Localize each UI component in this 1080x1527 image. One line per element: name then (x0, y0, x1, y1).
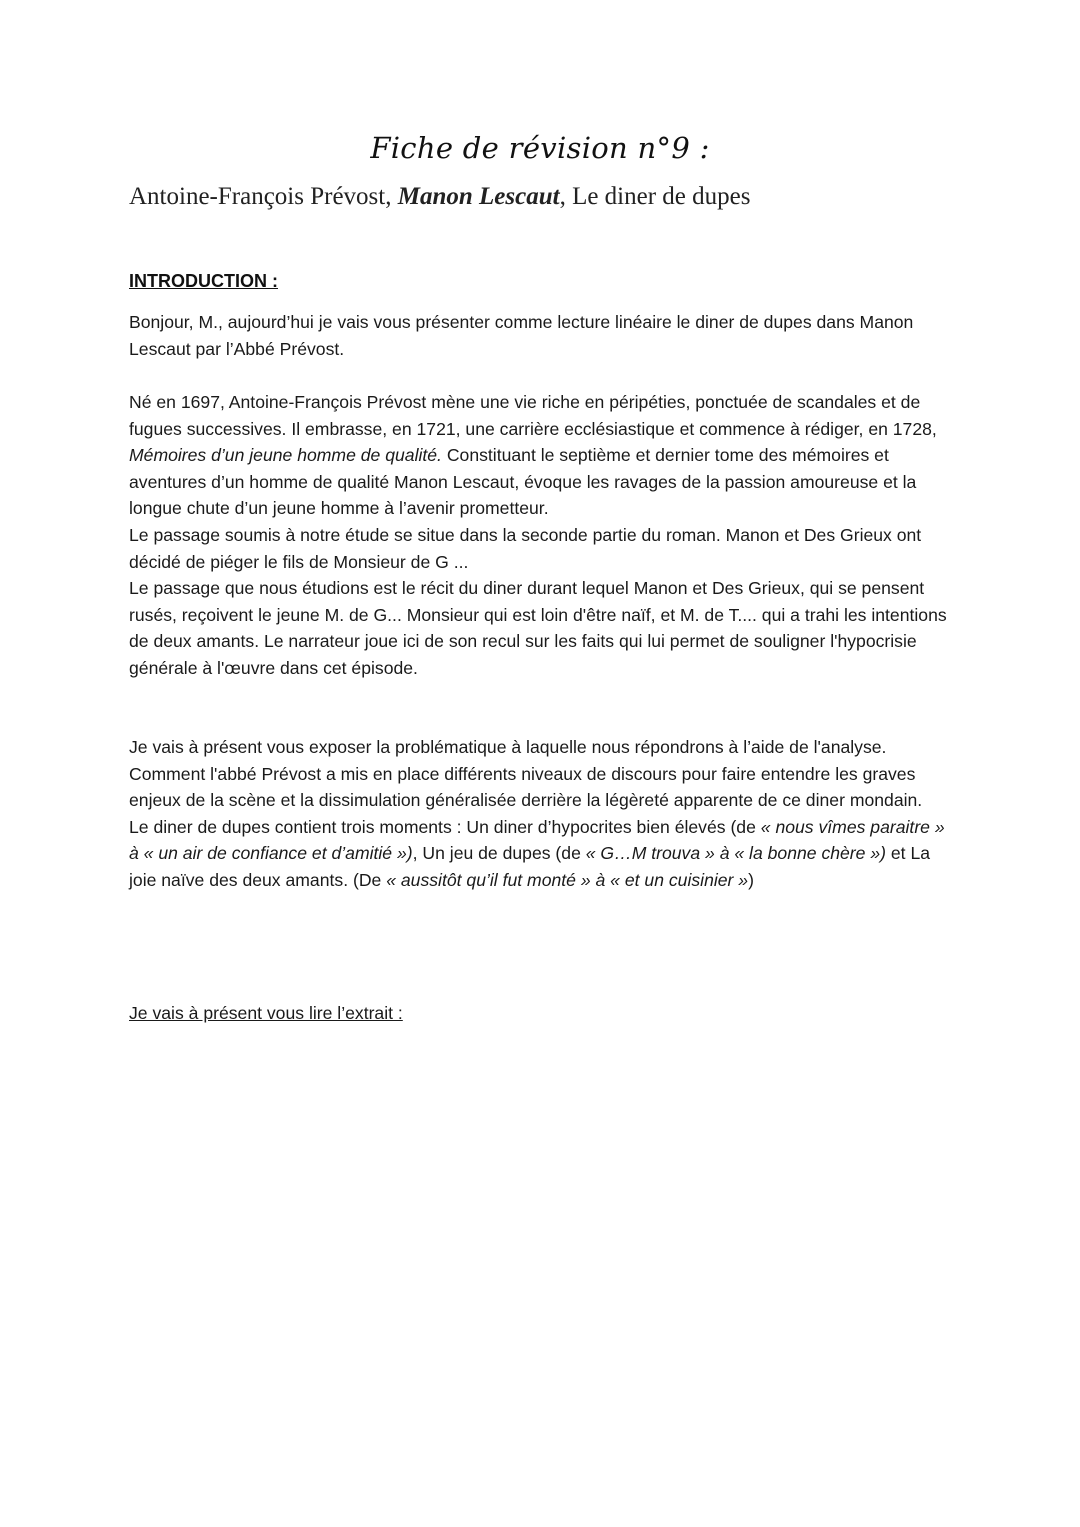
paragraph-text-part: Né en 1697, Antoine-François Prévost mène une vie riche en péripéties, ponctuée de scandales et de fugues successives. Il embrasse, en 1721, une carrière ecclésiastique et commence à rédiger, en 1728, (129, 392, 937, 439)
page-title: Fiche de révision n°9 : (370, 131, 710, 165)
introduction-paragraph-problem (129, 734, 959, 894)
subtitle-book-title: Manon Lescaut (397, 183, 560, 210)
subtitle-author: Antoine-François Prévost, (129, 183, 398, 210)
paragraph-text-part: Le diner de dupes contient trois moments : Un diner d’hypocrites bien élevés (de (129, 816, 761, 837)
paragraph-text: Le passage que nous étudions est le récit du diner durant lequel Manon et Des Grieux, qui se pensent rusés, reçoivent le jeune M. de G... Monsieur qui est loin d'être naïf, et M. de T.... qui a trahi les intentions de deux amants. Le narrateur joue ici de son recul sur les faits qui lui permet de souligner l'hypocrisie générale à l'œuvre dans cet épisode. (129, 578, 947, 678)
page-subtitle (129, 181, 949, 213)
quote: « aussitôt qu’il fut monté » à « et un cuisinier » (386, 869, 749, 890)
introduction-paragraph-2 (129, 389, 959, 682)
paragraph-text-part: et La joie naïve des deux amants. (De (129, 843, 931, 890)
paragraph-text: Je vais à présent vous exposer la problématique à laquelle nous répondrons à l’aide de l'analyse. Comment l'abbé Prévost a mis en place différents niveaux de discours pour faire entendre les graves enjeux de la scène et la dissimulation généralisée derrière la légèreté apparente de ce diner mondain. (129, 737, 923, 811)
subtitle-rest: , Le diner de dupes (559, 183, 751, 210)
quote: « nous vîmes paraitre » à « un air de confiance et d’amitié ») (129, 816, 945, 864)
paragraph-text (129, 389, 959, 522)
lead-out-line: Je vais à présent vous lire l’extrait : (129, 1003, 403, 1023)
introduction-heading: INTRODUCTION : (129, 271, 278, 291)
paragraph-text-part: , Un jeu de dupes (de (412, 843, 586, 864)
paragraph-text: Bonjour, M., aujourd’hui je vais vous présenter comme lecture linéaire le diner de dupes dans Manon Lescaut par l’Abbé Prévost. (129, 312, 914, 359)
quote: « G…M trouva » à « la bonne chère ») (585, 843, 886, 864)
paragraph-text-part: Constituant le septième et dernier tome des mémoires et aventures d’un homme de qualité Manon Lescaut, évoque les ravages de la passion amoureuse et la longue chute d’un jeune homme à l’avenir prometteur. (129, 445, 917, 519)
paragraph-text (129, 814, 959, 894)
paragraph-text: Le passage soumis à notre étude se situe dans la seconde partie du roman. Manon et Des Grieux ont décidé de piéger le fils de Monsieur de G ... (129, 524, 922, 572)
paragraph-text-part: ) (748, 869, 754, 890)
introduction-paragraph-1 (129, 309, 959, 362)
book-reference: Mémoires d’un jeune homme de qualité. (129, 445, 442, 466)
